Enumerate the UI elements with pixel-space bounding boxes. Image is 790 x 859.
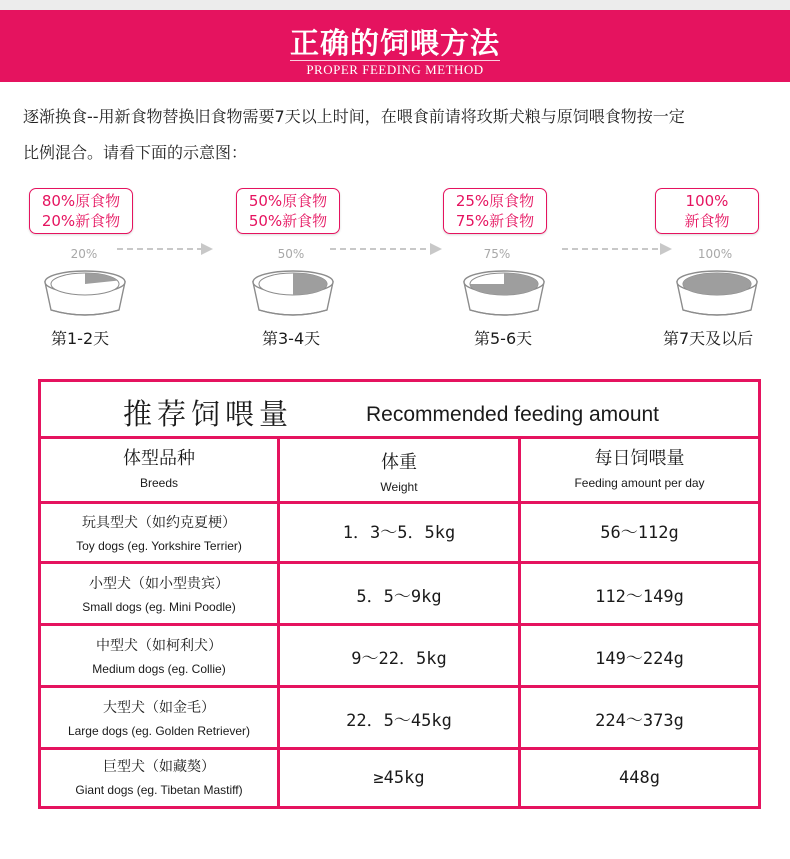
day-label: 第3-4天 (262, 329, 321, 348)
header-banner (0, 10, 790, 82)
percent-label: 50% (277, 247, 305, 261)
weight-value: 1．3～5．5kg (342, 523, 456, 543)
amount-value: 149～224g (595, 649, 684, 669)
column-header-amount (521, 444, 758, 490)
column-header-en: Breeds (139, 476, 179, 490)
ratio-new-food: 50%新食物 (248, 212, 328, 230)
table-title-en: Recommended feeding amount (366, 403, 660, 426)
column-header-cn: 体型品种 (123, 448, 195, 469)
column-header-breeds (41, 444, 277, 490)
column-header-en: Weight (380, 480, 418, 494)
amount-value: 224～373g (595, 711, 684, 731)
breed-en: Large dogs (eg. Golden Retriever) (67, 724, 251, 738)
column-header-cn: 体重 (381, 452, 417, 473)
ratio-old-food: 25%原食物 (455, 192, 535, 210)
amount-value: 448g (619, 768, 660, 788)
column-header-en: Feeding amount per day (574, 476, 705, 490)
table-divider (41, 623, 758, 626)
breed-cn: 大型犬（如金毛） (103, 700, 215, 716)
ratio-tag (443, 188, 547, 234)
table-title-row (41, 382, 758, 436)
top-strip (0, 0, 790, 10)
table-row-breed (41, 697, 277, 738)
intro-line-2: 比例混合。请看下面的示意图： (23, 143, 248, 162)
ratio-new-food: 20%新食物 (41, 212, 121, 230)
weight-value: 5．5～9kg (356, 587, 442, 607)
column-header-weight (280, 448, 518, 494)
banner-title: 正确的饲喂方法 (289, 26, 500, 60)
banner-divider (290, 60, 500, 61)
ratio-tag (29, 188, 133, 234)
percent-label: 100% (697, 247, 733, 261)
breed-en: Medium dogs (eg. Collie) (92, 662, 226, 676)
table-divider (41, 501, 758, 504)
ratio-new-food: 75%新食物 (455, 212, 535, 230)
banner-subtitle: PROPER FEEDING METHOD (306, 62, 484, 77)
table-divider (41, 561, 758, 564)
breed-cn: 小型犬（如小型贵宾） (89, 576, 229, 592)
breed-en: Small dogs (eg. Mini Poodle) (82, 600, 236, 614)
dog-bowl-icon (461, 270, 547, 318)
table-column-divider (518, 439, 521, 806)
dog-bowl-icon (42, 270, 128, 318)
dashed-arrow-icon (562, 243, 672, 255)
amount-value: 112～149g (595, 587, 684, 607)
ratio-old-food: 80%原食物 (41, 192, 121, 210)
amount-value: 56～112g (600, 523, 679, 543)
day-label: 第7天及以后 (663, 329, 754, 348)
breed-cn: 中型犬（如柯利犬） (96, 638, 222, 654)
percent-label: 75% (483, 247, 511, 261)
table-row-breed (41, 573, 277, 614)
weight-value: 9～22．5kg (351, 649, 447, 669)
intro-line-1: 逐渐换食--用新食物替换旧食物需要7天以上时间，在喂食前请将玫斯犬粮与原饲喂食物按一定 (23, 107, 685, 126)
dashed-arrow-icon (117, 243, 213, 255)
column-header-cn: 每日饲喂量 (594, 448, 685, 469)
ratio-tag (236, 188, 340, 234)
table-row-breed (41, 512, 277, 553)
ratio-old-food: 100% (685, 192, 729, 210)
table-divider (41, 436, 758, 439)
breed-en: Toy dogs (eg. Yorkshire Terrier) (76, 539, 242, 553)
weight-value: ≥45kg (373, 768, 425, 788)
weight-value: 22．5～45kg (346, 711, 452, 731)
day-label: 第1-2天 (51, 329, 110, 348)
table-divider (41, 747, 758, 750)
dog-bowl-icon (250, 270, 336, 318)
table-title-cn: 推荐饲喂量 (123, 397, 294, 431)
dashed-arrow-icon (330, 243, 442, 255)
table-row-breed (41, 635, 277, 676)
intro-paragraph (23, 99, 773, 171)
ratio-new-food: 新食物 (684, 212, 730, 230)
breed-en: Giant dogs (eg. Tibetan Mastiff) (75, 783, 243, 797)
day-label: 第5-6天 (474, 329, 533, 348)
ratio-old-food: 50%原食物 (248, 192, 328, 210)
breed-cn: 巨型犬（如藏獒） (103, 759, 215, 775)
breed-cn: 玩具型犬（如约克夏梗） (82, 515, 236, 531)
dog-bowl-icon (674, 270, 760, 318)
ratio-tag (655, 188, 759, 234)
table-divider (41, 685, 758, 688)
table-column-divider (277, 439, 280, 806)
table-row-breed (41, 756, 277, 797)
percent-label: 20% (70, 247, 98, 261)
new-food-fill (683, 273, 751, 295)
feeding-table (38, 379, 761, 809)
